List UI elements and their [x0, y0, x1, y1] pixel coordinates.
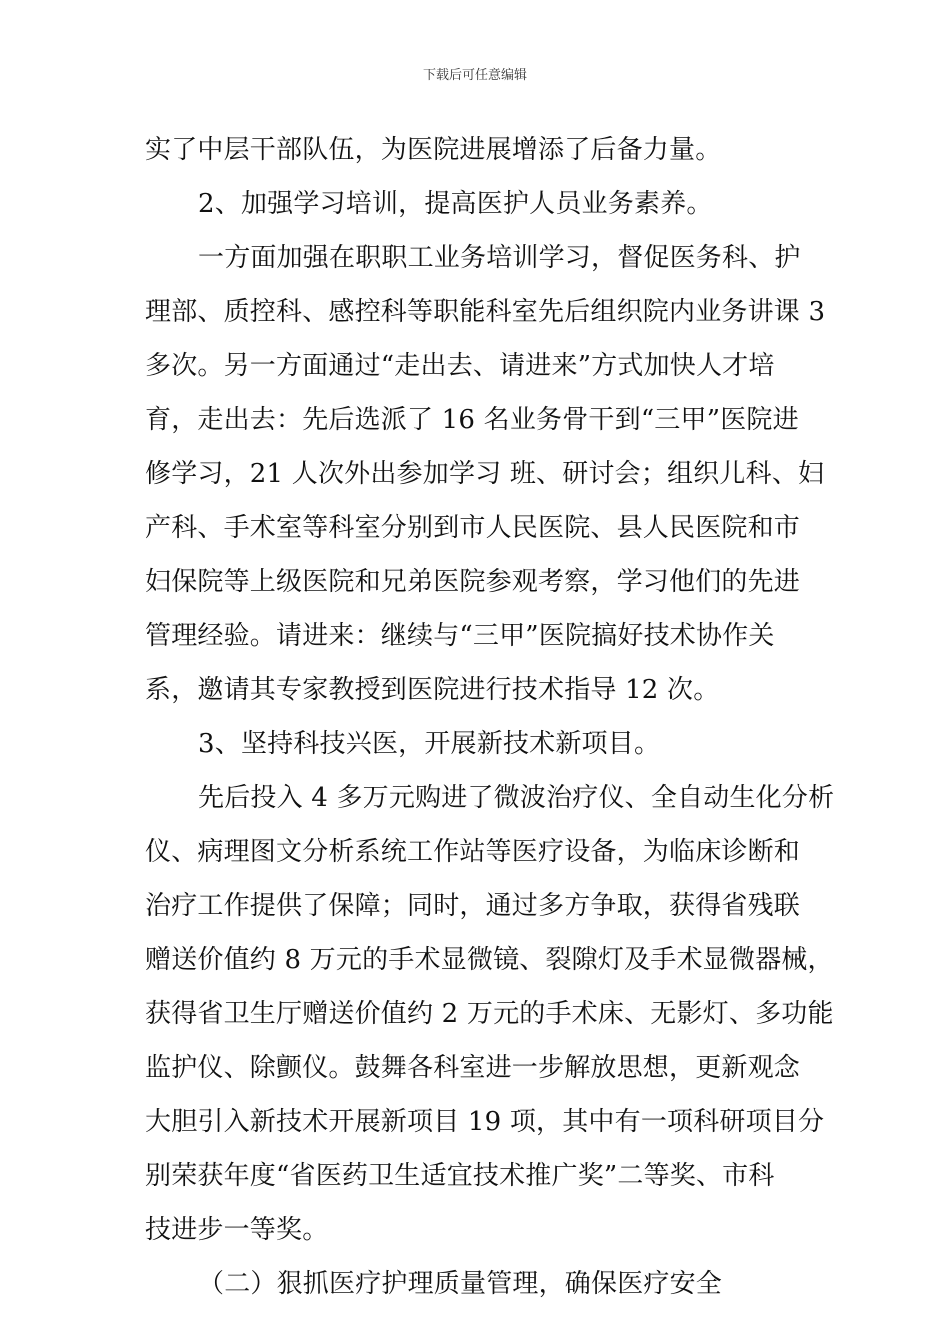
paragraph-line: 仪、病理图文分析系统工作站等医疗设备，为临床诊断和 [145, 837, 801, 867]
paragraph-line: 理部、质控科、感控科等职能科室先后组织院内业务讲课 3 [145, 297, 826, 327]
section-heading: 3、坚持科技兴医，开展新技术新项目。 [198, 729, 661, 759]
paragraph-line: 别荣获年度“省医药卫生适宜技术推广奖”二等奖、市科 [145, 1161, 775, 1191]
section-heading: 2、加强学习培训，提高医护人员业务素养。 [198, 189, 713, 219]
paragraph-line: 大胆引入新技术开展新项目 19 项，其中有一项科研项目分 [145, 1107, 825, 1137]
paragraph-line: 系，邀请其专家教授到医院进行技术指导 12 次。 [145, 675, 720, 705]
paragraph-line: 实了中层干部队伍，为医院进展增添了后备力量。 [145, 135, 722, 165]
paragraph-line: 妇保院等上级医院和兄弟医院参观考察，学习他们的先进 [145, 567, 801, 597]
paragraph-line: 治疗工作提供了保障；同时，通过多方争取，获得省残联 [145, 891, 801, 921]
paragraph-line: 管理经验。请进来：继续与“三甲”医院搞好技术协作关 [145, 621, 775, 651]
paragraph-line: 获得省卫生厅赠送价值约 2 万元的手术床、无影灯、多功能 [145, 999, 834, 1029]
paragraph-line: 技进步一等奖。 [145, 1215, 329, 1245]
paragraph-line: 监护仪、除颤仪。鼓舞各科室进一步解放思想，更新观念 [145, 1053, 801, 1083]
paragraph-line: 一方面加强在职职工业务培训学习，督促医务科、护 [198, 243, 801, 273]
paragraph-line: 先后投入 4 多万元购进了微波治疗仪、全自动生化分析 [198, 783, 835, 813]
section-heading: （二）狠抓医疗护理质量管理，确保医疗安全 [198, 1269, 723, 1299]
paragraph-line: 育，走出去：先后选派了 16 名业务骨干到“三甲”医院进 [145, 405, 799, 435]
paragraph-line: 修学习，21 人次外出参加学习 班、研讨会；组织儿科、妇 [145, 459, 825, 489]
paragraph-line: 产科、手术室等科室分别到市人民医院、县人民医院和市 [145, 513, 801, 543]
page-header: 下载后可任意编辑 [422, 68, 527, 83]
paragraph-line: 多次。另一方面通过“走出去、请进来”方式加快人才培 [145, 351, 775, 381]
paragraph-line: 赠送价值约 8 万元的手术显微镜、裂隙灯及手术显微器械， [145, 945, 834, 975]
